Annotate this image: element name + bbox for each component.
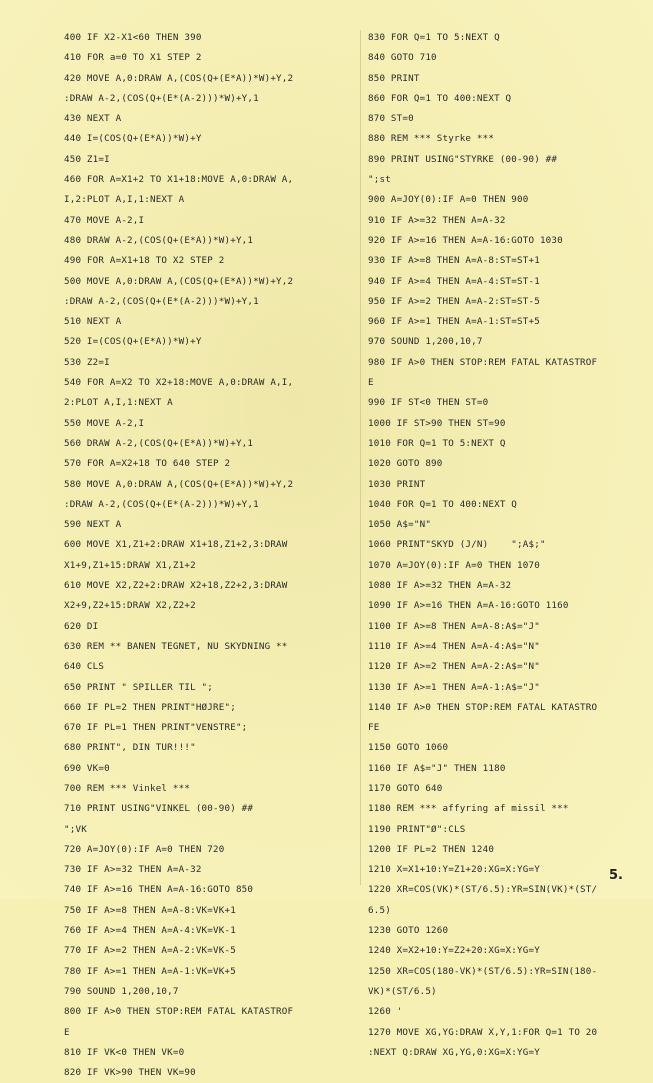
code-line: 1230 GOTO 1260 <box>368 925 449 937</box>
code-line: 1270 MOVE XG,YG:DRAW X,Y,1:FOR Q=1 TO 20 <box>368 1026 598 1038</box>
code-line: 750 IF A>=8 THEN A=A-8:VK=VK+1 <box>64 904 236 916</box>
code-line: 920 IF A>=16 THEN A=A-16:GOTO 1030 <box>368 234 563 246</box>
code-line: 990 IF ST<0 THEN ST=0 <box>368 397 489 409</box>
code-line: 810 IF VK<0 THEN VK=0 <box>64 1046 185 1058</box>
code-line: 1050 A$="N" <box>368 519 432 531</box>
code-line: 1150 GOTO 1060 <box>368 742 449 754</box>
code-line: 490 FOR A=X1+18 TO X2 STEP 2 <box>64 255 225 267</box>
code-line: 1210 X=X1+10:Y=Z1+20:XG=X:YG=Y <box>368 864 540 876</box>
code-line: 890 PRINT USING"STYRKE (00-90) ## <box>368 153 558 165</box>
code-line: 560 DRAW A-2,(COS(Q+(E*A))*W)+Y,1 <box>64 437 254 449</box>
code-line: 1190 PRINT"Ø":CLS <box>368 823 466 835</box>
code-line: 690 VK=0 <box>64 762 110 774</box>
code-line: E <box>368 377 374 389</box>
code-line: 440 I=(COS(Q+(E*A))*W)+Y <box>64 133 202 145</box>
code-line: 530 Z2=I <box>64 356 110 368</box>
page-number: 5. <box>609 868 623 883</box>
code-line: 6.5) <box>368 904 391 916</box>
code-line: 1220 XR=COS(VK)*(ST/6.5):YR=SIN(VK)*(ST/ <box>368 884 598 896</box>
code-line: 610 MOVE X2,Z2+2:DRAW X2+18,Z2+2,3:DRAW <box>64 580 288 592</box>
code-line: 430 NEXT A <box>64 113 122 125</box>
code-line: 510 NEXT A <box>64 316 122 328</box>
code-line: 770 IF A>=2 THEN A=A-2:VK=VK-5 <box>64 945 236 957</box>
code-line: 1140 IF A>0 THEN STOP:REM FATAL KATASTRO <box>368 701 598 713</box>
code-line: 680 PRINT", DIN TUR!!!" <box>64 742 196 754</box>
code-line: 940 IF A>=4 THEN A=A-4:ST=ST-1 <box>368 275 540 287</box>
code-line: 930 IF A>=8 THEN A=A-8:ST=ST+1 <box>368 255 540 267</box>
code-line: 590 NEXT A <box>64 519 122 531</box>
code-line: 600 MOVE X1,Z1+2:DRAW X1+18,Z1+2,3:DRAW <box>64 539 288 551</box>
code-line: 620 DI <box>64 620 99 632</box>
code-line: 1250 XR=COS(180-VK)*(ST/6.5):YR=SIN(180- <box>368 965 598 977</box>
code-line: 900 A=JOY(0):IF A=0 THEN 900 <box>368 194 529 206</box>
code-line: 820 IF VK>90 THEN VK=90 <box>64 1067 196 1079</box>
code-line: 640 CLS <box>64 661 105 673</box>
code-line: 500 MOVE A,0:DRAW A,(COS(Q+(E*A))*W)+Y,2 <box>64 275 294 287</box>
code-line: 1260 ' <box>368 1006 403 1018</box>
code-line: X1+9,Z1+15:DRAW X1,Z1+2 <box>64 559 196 571</box>
code-line: 800 IF A>0 THEN STOP:REM FATAL KATASTROF <box>64 1006 294 1018</box>
code-line: 1130 IF A>=1 THEN A=A-1:A$="J" <box>368 681 540 693</box>
code-line: 760 IF A>=4 THEN A=A-4:VK=VK-1 <box>64 925 236 937</box>
code-line: 1120 IF A>=2 THEN A=A-2:A$="N" <box>368 661 540 673</box>
code-line: 700 REM *** Vinkel *** <box>64 782 191 794</box>
code-line: 480 DRAW A-2,(COS(Q+(E*A))*W)+Y,1 <box>64 234 254 246</box>
column-divider <box>360 30 361 885</box>
code-line: ";VK <box>64 823 87 835</box>
code-line: 790 SOUND 1,200,10,7 <box>64 985 179 997</box>
code-line: X2+9,Z2+15:DRAW X2,Z2+2 <box>64 600 196 612</box>
code-line: 520 I=(COS(Q+(E*A))*W)+Y <box>64 336 202 348</box>
code-line: 1240 X=X2+10:Y=Z2+20:XG=X:YG=Y <box>368 945 540 957</box>
code-line: 870 ST=0 <box>368 113 414 125</box>
code-line: 850 PRINT <box>368 72 420 84</box>
code-line: 1080 IF A>=32 THEN A=A-32 <box>368 580 512 592</box>
code-line: :DRAW A-2,(COS(Q+(E*(A-2)))*W)+Y,1 <box>64 498 259 510</box>
code-line: :DRAW A-2,(COS(Q+(E*(A-2)))*W)+Y,1 <box>64 295 259 307</box>
code-line: 950 IF A>=2 THEN A=A-2:ST=ST-5 <box>368 295 540 307</box>
code-line: 830 FOR Q=1 TO 5:NEXT Q <box>368 32 500 43</box>
code-line: 1030 PRINT <box>368 478 426 490</box>
code-line: :NEXT Q:DRAW XG,YG,0:XG=X:YG=Y <box>368 1046 540 1058</box>
listing-column-right <box>368 28 653 1063</box>
code-line: I,2:PLOT A,I,1:NEXT A <box>64 194 185 206</box>
code-line: 730 IF A>=32 THEN A=A-32 <box>64 864 202 876</box>
code-line: 880 REM *** Styrke *** <box>368 133 495 145</box>
code-line: 570 FOR A=X2+18 TO 640 STEP 2 <box>64 458 231 470</box>
code-line: 470 MOVE A-2,I <box>64 214 145 226</box>
code-line: 1000 IF ST>90 THEN ST=90 <box>368 417 506 429</box>
code-line: 420 MOVE A,0:DRAW A,(COS(Q+(E*A))*W)+Y,2 <box>64 72 294 84</box>
code-line: 840 GOTO 710 <box>368 52 437 64</box>
code-line: 1040 FOR Q=1 TO 400:NEXT Q <box>368 498 518 510</box>
code-line: 460 FOR A=X1+2 TO X1+18:MOVE A,0:DRAW A, <box>64 174 294 186</box>
code-line: 1180 REM *** affyring af missil *** <box>368 803 569 815</box>
code-line: 960 IF A>=1 THEN A=A-1:ST=ST+5 <box>368 316 540 328</box>
code-line: 660 IF PL=2 THEN PRINT"HØJRE"; <box>64 701 236 713</box>
code-line: 1070 A=JOY(0):IF A=0 THEN 1070 <box>368 559 540 571</box>
code-line: 970 SOUND 1,200,10,7 <box>368 336 483 348</box>
code-line: FE <box>368 722 380 734</box>
code-line: E <box>64 1026 70 1038</box>
code-line: 1110 IF A>=4 THEN A=A-4:A$="N" <box>368 640 540 652</box>
code-line: 980 IF A>0 THEN STOP:REM FATAL KATASTROF <box>368 356 598 368</box>
code-line: 2:PLOT A,I,1:NEXT A <box>64 397 173 409</box>
code-line: 1090 IF A>=16 THEN A=A-16:GOTO 1160 <box>368 600 569 612</box>
listing-column-left <box>64 28 360 1083</box>
code-line: 550 MOVE A-2,I <box>64 417 145 429</box>
code-line: 540 FOR A=X2 TO X2+18:MOVE A,0:DRAW A,I, <box>64 377 294 389</box>
code-line: 1020 GOTO 890 <box>368 458 443 470</box>
code-line: 450 Z1=I <box>64 153 110 165</box>
code-line: 670 IF PL=1 THEN PRINT"VENSTRE"; <box>64 722 248 734</box>
code-line: 720 A=JOY(0):IF A=0 THEN 720 <box>64 843 225 855</box>
code-line: 780 IF A>=1 THEN A=A-1:VK=VK+5 <box>64 965 236 977</box>
code-line: 710 PRINT USING"VINKEL (00-90) ## <box>64 803 254 815</box>
code-line: 1060 PRINT"SKYD (J/N) ";A$;" <box>368 539 546 551</box>
code-line: 1170 GOTO 640 <box>368 782 443 794</box>
code-line: :DRAW A-2,(COS(Q+(E*(A-2)))*W)+Y,1 <box>64 92 259 104</box>
code-line: 1010 FOR Q=1 TO 5:NEXT Q <box>368 437 506 449</box>
code-line: 1100 IF A>=8 THEN A=A-8:A$="J" <box>368 620 540 632</box>
code-line: 860 FOR Q=1 TO 400:NEXT Q <box>368 92 512 104</box>
code-line: 630 REM ** BANEN TEGNET, NU SKYDNING ** <box>64 640 288 652</box>
code-line: 740 IF A>=16 THEN A=A-16:GOTO 850 <box>64 884 254 896</box>
code-line: VK)*(ST/6.5) <box>368 985 437 997</box>
code-line: 650 PRINT " SPILLER TIL "; <box>64 681 214 693</box>
code-line: ";st <box>368 174 391 186</box>
code-line: 400 IF X2-X1<60 THEN 390 <box>64 32 202 43</box>
code-line: 410 FOR a=0 TO X1 STEP 2 <box>64 52 202 64</box>
code-line: 1200 IF PL=2 THEN 1240 <box>368 843 495 855</box>
code-line: 1160 IF A$="J" THEN 1180 <box>368 762 506 774</box>
code-line: 910 IF A>=32 THEN A=A-32 <box>368 214 506 226</box>
code-line: 580 MOVE A,0:DRAW A,(COS(Q+(E*A))*W)+Y,2 <box>64 478 294 490</box>
